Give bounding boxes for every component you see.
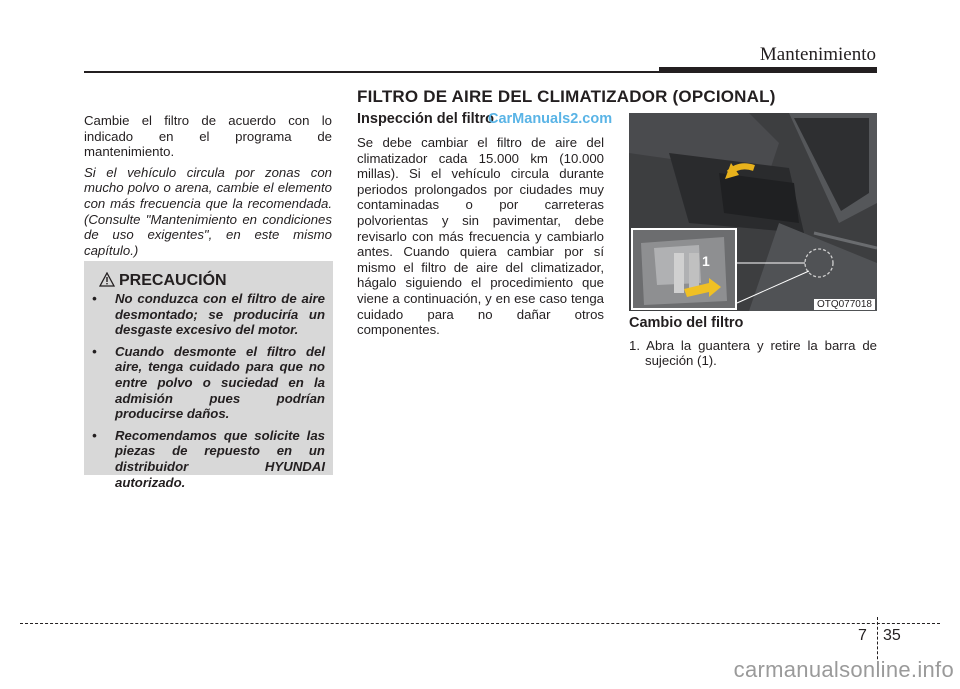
replacement-step: 1. Abra la guantera y retire la barra de sujeción (1). <box>629 337 877 369</box>
caution-heading <box>99 272 227 290</box>
header-rule-thick <box>659 67 877 73</box>
glovebox-photo <box>629 113 877 311</box>
page-number: 35 <box>883 627 901 644</box>
inspection-text: Se debe cambiar el filtro de aire del climatizador cada 15.000 km (10.000 millas). Si el vehículo circula durante periodos prolongados por ciudades muy contaminadas o por carreteras polvorientas y sin pavimentar, debe revisarlo con más frecuencia y cambiarlo antes. Cuando quiera cambiar por sí mismo el filtro de aire del climatizador, hágalo siguiendo el procedimiento que viene a continuación, y en ese caso tenga cuidado para no dañar otros componentes. <box>357 135 604 338</box>
replacement-column <box>629 316 877 369</box>
bullet: • <box>92 343 97 359</box>
bullet: • <box>92 427 97 443</box>
warning-triangle-icon <box>99 272 115 287</box>
caution-title: PRECAUCIÓN <box>119 272 227 289</box>
caution-item: • Cuando desmonte el filtro del aire, tenga cuidado para que no entre polvo o suciedad en la admisión pues podrían producirse daños. <box>92 343 325 422</box>
intro-note: Si el vehículo circula por zonas con mucho polvo o arena, cambie el elemento con más frecuencia que la recomendada. (Consulte "Mantenimiento en condiciones de uso exigentes", en este mismo capítulo.) <box>84 164 332 258</box>
footer-watermark: carmanualsonline.info <box>733 657 954 682</box>
running-header: Mantenimiento <box>759 44 876 65</box>
replacement-heading: Cambio del filtro <box>629 315 744 331</box>
figure-caption: OTQ077018 <box>814 299 875 310</box>
caution-item: • No conduzca con el filtro de aire desmontado; se produciría un desgaste excesivo del motor. <box>92 291 325 338</box>
chapter-number: 7 <box>858 627 867 644</box>
glovebox-illustration <box>629 113 877 311</box>
footer-rule <box>20 623 940 624</box>
caution-item: • Recomendamos que solicite las piezas de repuesto en un distribuidor HYUNDAI autorizado. <box>92 427 325 490</box>
intro-column <box>84 113 332 263</box>
callout-number: 1 <box>702 253 710 269</box>
bullet: • <box>92 291 97 306</box>
caution-list <box>92 291 325 496</box>
section-title: FILTRO DE AIRE DEL CLIMATIZADOR (OPCIONAL) <box>357 87 776 106</box>
inspection-heading: Inspección del filtro <box>357 111 494 127</box>
watermark-link[interactable]: CarManuals2.com <box>488 111 613 127</box>
caution-box <box>84 261 333 490</box>
intro-paragraph: Cambie el filtro de acuerdo con lo indicado en el programa de mantenimiento. <box>84 113 332 160</box>
header-rule <box>84 71 659 73</box>
